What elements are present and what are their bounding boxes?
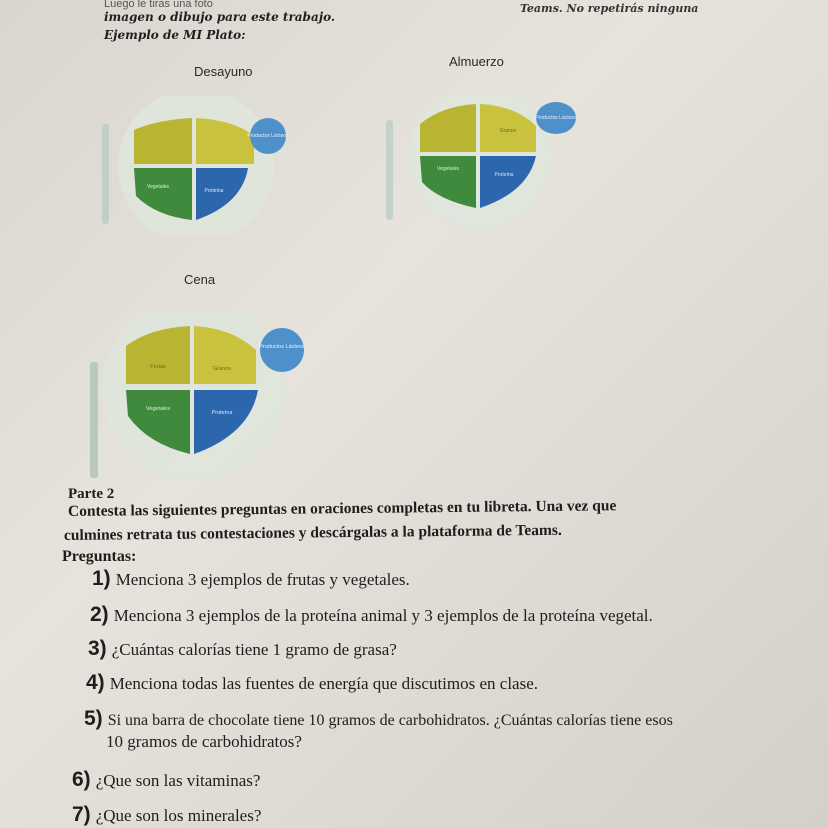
dairy-text: Productos Lácteos <box>259 344 305 350</box>
question-text: ¿Cuántas calorías tiene 1 gramo de grasa? <box>111 640 397 659</box>
question-number: 2) <box>90 603 109 626</box>
breakfast-plate <box>96 96 306 236</box>
question-text: ¿Que son los minerales? <box>95 806 262 825</box>
dinner-plate <box>82 312 322 482</box>
question-number: 3) <box>88 637 107 660</box>
fruits-text: Frutas <box>150 364 166 370</box>
lunch-plate <box>376 96 586 236</box>
question-number: 6) <box>72 768 91 791</box>
question-7 <box>72 803 261 827</box>
dairy-text: Productos Lácteos <box>247 133 289 139</box>
protein-text: Proteína <box>494 172 514 178</box>
fork-icon <box>90 362 98 478</box>
part2-title: Parte 2 <box>68 486 115 502</box>
header-line1-right: Teams. No repetirás ninguna <box>520 2 699 15</box>
breakfast-label: Desayuno <box>194 64 253 79</box>
question-3 <box>88 637 397 661</box>
instructions-line1: Contesta las siguientes preguntas en oraciones completas en tu libreta. Una vez que <box>67 497 617 520</box>
vegetables-text: Vegetales <box>147 184 169 190</box>
lunch-label: Almuerzo <box>449 54 504 69</box>
question-text: ¿Que son las vitaminas? <box>95 771 261 790</box>
fork-icon <box>386 120 393 220</box>
instructions-line2: culmines retrata tus contestaciones y descárgalas a la plataforma de Teams. <box>63 521 562 544</box>
dairy-cup <box>260 328 304 372</box>
question-text: Menciona todas las fuentes de energía que discutimos en clase. <box>109 674 539 693</box>
grains-text: Granos <box>499 128 517 134</box>
question-2 <box>90 603 653 627</box>
dairy-text: Productos Lácteos <box>535 115 577 121</box>
question-1 <box>92 567 410 591</box>
questions-title: Preguntas: <box>62 548 137 565</box>
grains-text: Granos <box>212 366 232 372</box>
fork-icon <box>102 124 109 224</box>
question-number: 1) <box>92 567 111 590</box>
question-number: 5) <box>84 707 103 730</box>
header-line2: imagen o dibujo para este trabajo. <box>104 10 336 24</box>
protein-text: Proteína <box>211 410 233 416</box>
dinner-label: Cena <box>184 272 216 287</box>
question-text: Menciona 3 ejemplos de frutas y vegetales. <box>115 570 410 589</box>
vegetables-text: Vegetales <box>145 406 171 412</box>
question-4 <box>86 671 538 695</box>
question-number: 4) <box>86 671 105 694</box>
question-5 <box>84 707 673 731</box>
question-5-continued: 10 gramos de carbohidratos? <box>106 732 302 751</box>
question-text: Menciona 3 ejemplos de la proteína animal y 3 ejemplos de la proteína vegetal. <box>113 606 653 625</box>
question-6 <box>72 768 260 792</box>
protein-text: Proteína <box>204 188 224 194</box>
vegetables-text: Vegetales <box>437 166 459 172</box>
question-number: 7) <box>72 803 91 826</box>
example-title: Ejemplo de MI Plato: <box>104 28 246 42</box>
question-text: Si una barra de chocolate tiene 10 gramos de carbohidratos. ¿Cuántas calorías tiene esos <box>107 712 673 729</box>
header-line1-left: Luego le tiras una foto <box>104 0 213 10</box>
